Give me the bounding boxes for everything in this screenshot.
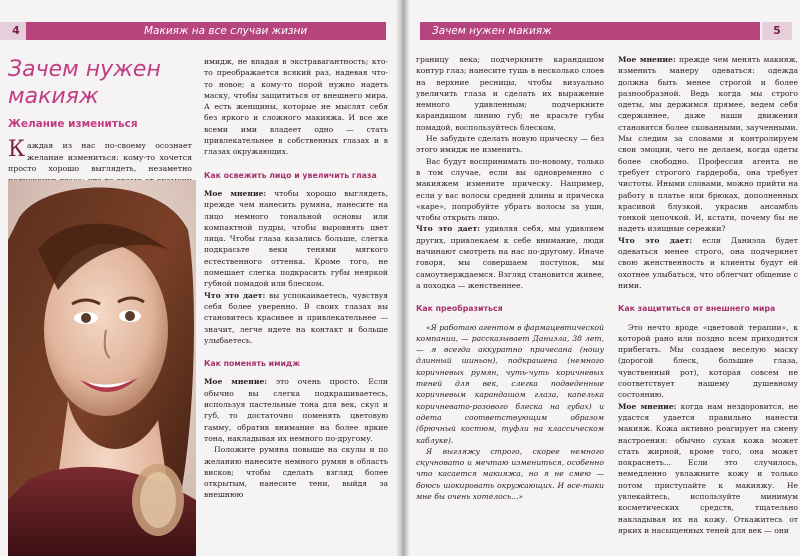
paragraph	[618, 401, 798, 537]
label: Что это дает:	[416, 224, 480, 234]
paragraph-text: удивляя себя, мы удивляем других, привлекаем к себе внимание, люди начинают смотреть на нас по-другому. Иначе говоря, мы совершаем поступок, мы самоутверждаемся. Взгляд становится живее, а походка — женственнее.	[416, 224, 604, 290]
woman-portrait-image	[8, 180, 196, 556]
label: Мое мнение:	[618, 55, 676, 64]
chapter-title-line-1: Зачем нужен	[8, 57, 161, 82]
paragraph	[618, 54, 798, 235]
right-page	[404, 0, 800, 556]
page-number-left: 4	[0, 22, 32, 40]
running-head-left: Макияж на все случаи жизни	[26, 22, 386, 40]
page-number-right: 5	[762, 22, 792, 40]
subheading-protect: Как защититься от внешнего мира	[618, 304, 776, 314]
intro-text: аждая из нас по-своему осознает желание измениться: кому-то хочется просто хорошо выглядеть, незаметно	[8, 141, 192, 174]
portrait-photo	[8, 180, 196, 556]
paragraph: границу века; подчеркните карандашом контур глаз; нанесите тушь в несколько слоев на верхние ресницы, чтобы визуально увеличить глаза и сделать их выражение немного удивленным; подчеркните карандашом линию губ; не красьте губы помадой, воспользуйтесь блеском.	[416, 55, 604, 132]
right-text-column-2	[618, 54, 798, 536]
paragraph: Положите румяна повыше на скулы и по желанию нанесите немного румян в область висков; чтобы сделать взгляд более открытым, нанесите тени, выйдя за внешнюю	[204, 445, 388, 500]
paragraph-text: это очень просто. Если обычно вы слегка подкрашиваетесь, используя пастельные тона для век, скул и губ, то достаточно поменять цветовую гамму, обратив внимание на более яркие тона, накладывая их немного по-другому.	[204, 377, 388, 443]
chapter-title	[8, 56, 161, 110]
left-text-column	[204, 56, 388, 501]
drop-cap: К	[8, 137, 26, 162]
paragraph: Это нечто вроде «цветовой терапии», к которой рано или поздно всем приходится прибегать. Мы создаем веселую маску (дорогой блеск, большие глаза, чувственный рот), которая совсем не соответствует нашему душевному состоянию.	[618, 322, 798, 400]
paragraph	[416, 223, 604, 291]
paragraph-text: если Даниэла будет одеваться менее строго, она подчеркнет свою женственность и клиенты будут ей охотнее улыбаться, что облегчит общение с ними.	[618, 235, 798, 290]
paragraph: Не забудьте сделать новую прическу — без этого имидж не изменить.	[416, 134, 604, 155]
book-gutter	[396, 0, 410, 556]
subheading-refresh-face: Как освежить лицо и увеличить глаза	[204, 170, 377, 180]
label: Мое мнение:	[618, 401, 677, 411]
paragraph	[204, 188, 388, 290]
subheading-transform: Как преобразиться	[416, 304, 503, 314]
label: Мое мнение:	[204, 377, 268, 387]
paragraph	[204, 376, 388, 444]
section-heading: Желание измениться	[8, 118, 138, 130]
paragraph: имидж, не впадая в экстравагантность; кто-то преображается всякий раз, надевая что-то новое; а кому-то порой нужно надеть маску, чтобы защититься от внешнего мира. А есть женщины, которые не мыслят себя без яркого и сложного макияжа. И все же всеми ими владеет одно — стать привлекательнее в собственных глазах и в глазах окружающих.	[204, 57, 388, 157]
paragraph-text: когда нам нездоровится, не удастся удается правильно нанести макияж. Кожа активно реагирует на смену настроения: обычно сухая кожа может стать жирной, кроме того, она может покраснеть... Если это случилось, немедленно увлажните кожу и только потом приступайте к макияжу. Не увлекайтесь, используйте минимум косметических средств, тщательно накладывая их на кожу. Откажитесь от ярких и насыщенных теней для век — они	[618, 401, 799, 535]
right-text-column-1	[416, 54, 604, 502]
label: Мое мнение:	[204, 188, 267, 198]
paragraph	[204, 290, 388, 346]
label: Что это дает:	[204, 290, 266, 300]
chapter-title-line-2: макияж	[8, 84, 99, 109]
label: Что это дает:	[618, 235, 693, 245]
quote-paragraph: «Я работаю агентом в фармацевтической компании, — рассказывает Даниэла, 38 лет, — я всегда аккуратно причесана (ношу длинный шиньон), подкрашена (немного коричневых румян, чуть-чуть коричневых теней для век, слегка подведенные коричневым карандашом глаза, капелька коричневато-розового блеска на губах) и одета соответствующим образом (брючный костюм, туфли на классическом каблуке).	[416, 322, 604, 445]
subheading-change-image: Как поменять имидж	[204, 359, 300, 369]
paragraph-text: прежде чем менять макияж, изменить манеру одеваться: одежда должна быть менее строгой и более разнообразной. Ведь когда мы строго одеты, мы держимся прямее, ведем себя сдержаннее, даже наши движения становятся более скованными, заученными. Мы следим за словами и контролируем свои эмоции, чего не делаем, когда одеты более свободно. Профессия агента не требует строгого гардероба, она требует чистоты. Иными словами, можно прийти на работу в платье или брюках, дополненных красивой блузкой, украсив ансамбль тонкой цепочкой. И, кстати, почему бы не надеть изящные сережки?	[618, 55, 798, 234]
paragraph-text: вы успокаиваетесь, чувствуя себя более уверенно. В своих глазах вы становитесь красивее и привлекательнее — значит, легче идете на контакт и больше улыбаетесь.	[204, 290, 388, 345]
paragraph	[618, 235, 798, 291]
paragraph: Вас будут воспринимать по-новому, только в том случае, если вы одновременно с макияжем измените прическу. Например, если у вас волосы средней длины и прическа «каре», попробуйте убрать волосы за уши, чтобы открыть лицо.	[416, 156, 604, 223]
quote-paragraph: Я выгляжу строго, скорее немного скучновато и мечтаю измениться, особенно что касается макияжа, но я не смею — боюсь шокировать окружающих. И все-таки мне бы очень хотелось...»	[416, 446, 604, 501]
paragraph-text: чтобы хорошо выглядеть, прежде чем нанесить румяна, нанесите на лицо немного тональной основы или компактной пудры, чтобы выровнять цвет лица. Чтобы глаза казались больше, слегка подкрасьте веки тенями мягкого естественного оттенка. Кроме того, не помешает слегка подкрасить губы неяркой губной помадой или блеском.	[204, 188, 388, 289]
running-head-right: Зачем нужен макияж	[420, 22, 760, 40]
